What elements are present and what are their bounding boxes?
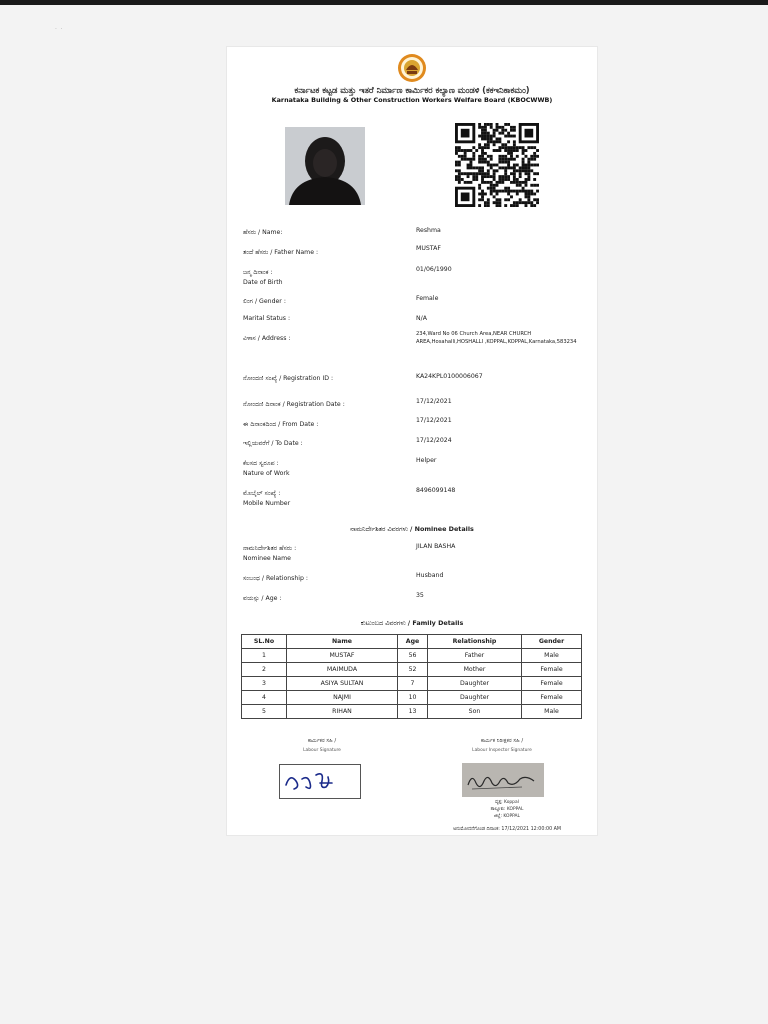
registration-date-label: ನೋಂದಣಿ ದಿನಾಂಕ / Registration Date : (243, 401, 345, 408)
cell-relationship: Daughter (428, 691, 522, 705)
id-card (226, 46, 598, 836)
scan-marks: · · (55, 26, 63, 33)
inspector-taluk: ತಾಲ್ಲೂಕು: KOPPAL (490, 807, 524, 812)
to-date-label: ಇಲ್ಲಿಯವರೆಗೆ / To Date : (243, 440, 303, 447)
nature-of-work-label-english: Nature of Work (243, 470, 290, 477)
cell-gender: Male (522, 649, 582, 663)
dob-label-kannada: ಜನ್ಮ ದಿನಾಂಕ : (243, 269, 273, 276)
inspector-circle: ವೃತ್ತ: Koppal (495, 800, 519, 805)
inspector-signature-label-english: Labour Inspector Signature (472, 748, 532, 753)
registration-id-label: ನೋಂದಣಿ ಸಂಖ್ಯೆ / Registration ID : (243, 375, 334, 382)
column-header-name: Name (287, 635, 398, 649)
cell-name: RIHAN (287, 705, 398, 719)
inspector-details (427, 799, 587, 820)
family-section-title (227, 619, 597, 628)
from-date-label: ಈ ದಿನಾಂಕದಿಂದ / From Date : (243, 421, 319, 428)
table-row (242, 663, 582, 677)
nominee-relationship-value: Husband (416, 572, 444, 579)
dob-label (243, 269, 283, 286)
labour-signature-box (279, 764, 361, 799)
cell-gender: Female (522, 691, 582, 705)
mobile-value: 8496099148 (416, 487, 456, 494)
family-details-table (241, 634, 582, 719)
name-label: ಹೆಸರು / Name: (243, 229, 283, 236)
mobile-label-kannada: ಮೊಬೈಲ್ ಸಂಖ್ಯೆ : (243, 490, 281, 497)
nominee-name-label (243, 545, 296, 562)
column-header-age: Age (398, 635, 428, 649)
registration-id-value: KA24KPL0100006067 (416, 373, 483, 380)
marital-status-value: N/A (416, 315, 427, 322)
gender-label: ಲಿಂಗ / Gender : (243, 298, 286, 305)
cell-gender: Female (522, 663, 582, 677)
qr-code-icon (455, 123, 539, 207)
column-header-slno: SL.No (242, 635, 287, 649)
name-value: Reshma (416, 227, 441, 234)
inspector-signature-label-kannada: ಕಾರ್ಮಿಕ ನಿರೀಕ್ಷಕರ ಸಹಿ / (480, 738, 524, 744)
inspector-district: ಜಿಲ್ಲೆ: KOPPAL (494, 814, 520, 819)
address-value: 234,Ward No 06 Church Area,NEAR CHURCH AREA,Hosahalli,HOSHALLI ,KOPPAL,KOPPAL,Karnataka,583234 (416, 331, 577, 345)
cell-relationship: Mother (428, 663, 522, 677)
nominee-section-title (227, 525, 597, 534)
cell-age: 52 (398, 663, 428, 677)
cell-relationship: Son (428, 705, 522, 719)
inspector-signature-label (442, 738, 562, 753)
cell-gender: Male (522, 705, 582, 719)
cell-age: 10 (398, 691, 428, 705)
dob-label-english: Date of Birth (243, 279, 283, 286)
family-section-english: / Family Details (407, 619, 464, 627)
karnataka-emblem-icon (397, 53, 427, 83)
registration-date-value: 17/12/2021 (416, 398, 452, 405)
nominee-name-label-kannada: ನಾಮನಿರ್ದೇಶಿತರ ಹೆಸರು : (243, 545, 297, 552)
dob-value: 01/06/1990 (416, 266, 452, 273)
table-row (242, 677, 582, 691)
inspector-signature-box (462, 763, 544, 797)
table-row (242, 691, 582, 705)
board-title-kannada: ಕರ್ನಾಟಕ ಕಟ್ಟಡ ಮತ್ತು ಇತರೆ ನಿರ್ಮಾಣ ಕಾರ್ಮಿಕರ ಕಲ್ಯಾಣ ಮಂಡಳಿ (ಕಕಇನಿಕಾಕಮಂ) (294, 85, 530, 95)
cell-slno: 3 (242, 677, 287, 691)
nominee-relationship-label: ಸಂಬಂಧ / Relationship : (243, 575, 309, 582)
scan-top-edge (0, 0, 768, 5)
approval-date-line: ಅನುಮೋದನೆಗೊಂಡ ದಿನಾಂಕ: 17/12/2021 12:00:00 AM (452, 827, 562, 832)
cell-relationship: Daughter (428, 677, 522, 691)
inspector-signature-image (462, 763, 544, 797)
father-name-value: MUSTAF (416, 245, 441, 252)
labour-signature-label-english: Labour Signature (303, 748, 341, 753)
cell-name: NAJMI (287, 691, 398, 705)
mobile-label-english: Mobile Number (243, 500, 291, 507)
from-date-value: 17/12/2021 (416, 417, 452, 424)
cell-age: 7 (398, 677, 428, 691)
nominee-name-label-english: Nominee Name (243, 555, 291, 562)
cell-name: MAIMUDA (287, 663, 398, 677)
cell-gender: Female (522, 677, 582, 691)
nominee-age-label: ವಯಸ್ಸು / Age : (243, 595, 282, 602)
column-header-relationship: Relationship (428, 635, 522, 649)
board-title-english: Karnataka Building & Other Construction Workers Welfare Board (KBOCWWB) (271, 96, 553, 104)
nominee-section-english: / Nominee Details (410, 525, 474, 533)
cell-slno: 2 (242, 663, 287, 677)
nature-of-work-value: Helper (416, 457, 437, 464)
address-label: ವಿಳಾಸ / Address : (243, 335, 291, 342)
nominee-section-kannada: ನಾಮನಿರ್ದೇಶಿತರ ವಿವರಗಳು (350, 525, 408, 533)
labour-signature-label (267, 738, 377, 753)
nominee-age-value: 35 (416, 592, 424, 599)
table-row (242, 649, 582, 663)
cell-age: 56 (398, 649, 428, 663)
to-date-value: 17/12/2024 (416, 437, 452, 444)
nominee-name-value: JILAN BASHA (416, 543, 456, 550)
labour-signature-image (280, 765, 360, 798)
member-photo (285, 127, 365, 205)
family-table-header-row (242, 635, 582, 649)
mobile-label (243, 490, 290, 507)
column-header-gender: Gender (522, 635, 582, 649)
cell-slno: 1 (242, 649, 287, 663)
cell-slno: 4 (242, 691, 287, 705)
cell-name: ASIYA SULTAN (287, 677, 398, 691)
cell-name: MUSTAF (287, 649, 398, 663)
cell-relationship: Father (428, 649, 522, 663)
cell-slno: 5 (242, 705, 287, 719)
gender-value: Female (416, 295, 439, 302)
labour-signature-label-kannada: ಕಾರ್ಮಿಕರ ಸಹಿ / (307, 738, 337, 744)
family-section-kannada: ಕುಟುಂಬದ ವಿವರಗಳು (360, 619, 406, 627)
nature-of-work-label (243, 460, 290, 477)
table-row (242, 705, 582, 719)
cell-age: 13 (398, 705, 428, 719)
marital-status-label: Marital Status : (243, 315, 291, 322)
nature-of-work-label-kannada: ಕೆಲಸದ ಸ್ವರೂಪ : (243, 460, 279, 467)
father-name-label: ತಂದೆ ಹೆಸರು / Father Name : (243, 249, 319, 256)
